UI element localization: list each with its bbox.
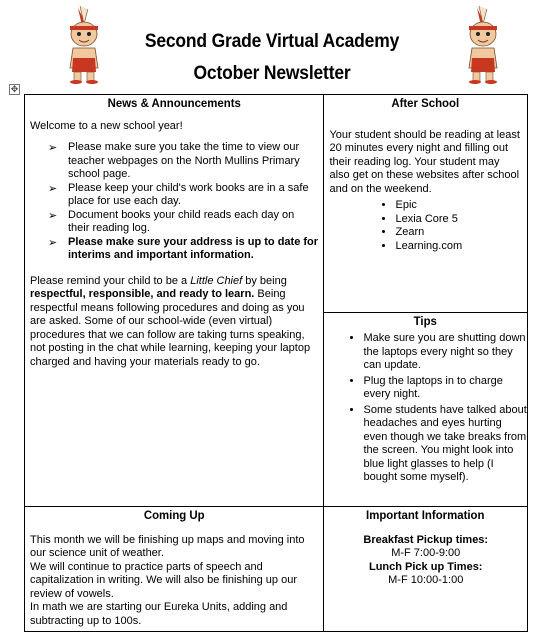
tips-cell[interactable]: [324, 312, 528, 506]
little-chief-paragraph: Please remind your child to be a Little Chief by being respectful, responsible, and ready to learn. Being respectful means following procedures and doing as you are asked. Some of our school-wide (even virtual) procedures that we can follow are taking turns speaking, not posting in the chat while learning, keeping your laptop charged and having your materials ready to go.: [30, 274, 311, 368]
list-item: • Learning.com: [395, 240, 522, 254]
coming-up-line: We will continue to practice parts of speech and capitalization in writing. We will also be finishing up our review of vowels.: [30, 560, 297, 600]
after-school-cell[interactable]: [324, 95, 528, 313]
breakfast-label: Breakfast Pickup times:: [363, 533, 489, 546]
coming-up-cell[interactable]: [25, 507, 324, 632]
coming-up-line: This month we will be finishing up maps and moving into our science unit of weather.: [30, 533, 305, 559]
website-list: [329, 199, 522, 253]
newsletter-title: Second Grade Virtual Academy: [144, 31, 400, 52]
after-school-text: Your student should be reading at least 20 minutes every night and filling out their reading log. Your student may also get on these websites after school and on the weekend.: [329, 128, 520, 195]
lunch-time: M-F 10:00-1:00: [388, 574, 464, 586]
list-item: ➢ Please make sure your address is up to date for interims and important information.: [48, 236, 318, 263]
newsletter-table: [24, 94, 528, 632]
list-item: • Epic: [395, 199, 522, 213]
news-heading: News & Announcements: [107, 96, 241, 110]
newsletter-subtitle: October Newsletter: [193, 63, 351, 84]
tips-list: [324, 332, 527, 485]
text-cursor: [527, 312, 528, 324]
news-bullet-list: [30, 141, 318, 263]
list-item: • Make sure you are shutting down the laptops every night so they can update.: [363, 332, 527, 373]
table-move-handle-icon[interactable]: ✥: [10, 84, 19, 94]
list-item: ➢ Please make sure you take the time to view our teacher webpages on the North Mullins Primary school page.: [48, 141, 318, 182]
tips-heading: Tips: [414, 313, 438, 328]
important-info-heading: Important Information: [366, 508, 485, 522]
list-item: ➢ Please keep your child's work books are in a safe place for use each day.: [48, 182, 318, 209]
after-school-heading: After School: [391, 96, 460, 110]
list-item: • Some students have talked about headaches and eyes hurting even though we take breaks from the screen. You might look into blue light glasses to help (I bought some myself).: [363, 404, 527, 485]
lunch-label: Lunch Pick up Times:: [368, 560, 483, 573]
breakfast-time: M-F 7:00-9:00: [391, 547, 461, 559]
coming-up-line: In math we are starting our Eureka Units, adding and subtracting up to 100s.: [30, 601, 288, 627]
news-cell[interactable]: [25, 95, 324, 507]
welcome-text: Welcome to a new school year!: [30, 119, 183, 132]
list-item: • Zearn: [395, 226, 522, 240]
list-item: • Lexia Core 5: [395, 213, 522, 227]
list-item: ➢ Document books your child reads each day on their reading log.: [48, 209, 318, 236]
list-item: • Plug the laptops in to charge every night.: [363, 375, 527, 402]
important-info-cell[interactable]: [324, 507, 528, 632]
coming-up-heading: Coming Up: [143, 508, 205, 522]
